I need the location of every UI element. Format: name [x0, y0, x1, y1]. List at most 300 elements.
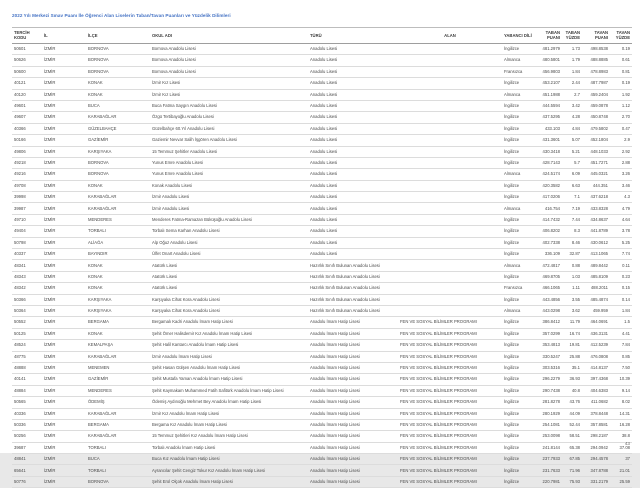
table-cell: 48775	[12, 351, 42, 362]
table-row	[12, 214, 632, 225]
table-row	[12, 260, 632, 271]
table-cell: 36.93	[562, 374, 582, 385]
table-cell	[398, 294, 502, 305]
table-cell: 44.09	[562, 408, 582, 419]
table-cell: İngilizce	[502, 271, 538, 282]
table-cell: Atatürk Lisesi	[150, 283, 308, 294]
table-cell: 50364	[12, 305, 42, 316]
table-cell: 58.51	[562, 431, 582, 442]
table-cell: 6.09	[562, 169, 582, 180]
table-cell: 413.1065	[582, 249, 610, 260]
table-cell: 48888	[12, 362, 42, 373]
table-cell: İngilizce	[502, 214, 538, 225]
table-cell: 7.50	[610, 362, 632, 373]
table-cell	[398, 305, 502, 316]
table-cell: Ayrancılar Şehit Cengiz Tokur Kız Anadolu İmam Hatip Lisesi	[150, 465, 308, 476]
table-cell: FEN VE SOSYAL BİLİMLER PROGRAMI	[398, 431, 502, 442]
table-cell: 437.6218	[582, 192, 610, 203]
table-cell	[398, 260, 502, 271]
table-cell: 481.2979	[538, 44, 562, 55]
table-cell: 48524	[12, 340, 42, 351]
table-cell	[398, 203, 502, 214]
table-cell: KARŞIYAKA	[86, 294, 150, 305]
table-cell: İngilizce	[502, 340, 538, 351]
schools-table	[12, 27, 632, 488]
table-cell: Atatürk Lisesi	[150, 271, 308, 282]
table-cell: İZMİR	[42, 385, 86, 396]
table-cell: KARŞIYAKA	[86, 146, 150, 157]
table-cell: BORNOVA	[86, 476, 150, 487]
table-cell: 459.2404	[582, 89, 610, 100]
table-cell: Anadolu İmam Hatip Lisesi	[308, 442, 398, 453]
table-cell: Almanca	[502, 169, 538, 180]
table-cell: 7.44	[562, 214, 582, 225]
table-cell: 32.87	[562, 249, 582, 260]
table-cell: 428.7143	[538, 157, 562, 168]
column-header-okul-adi-3: OKUL ADI	[150, 28, 308, 44]
table-cell: 50798	[12, 237, 42, 248]
table-cell: 49601	[12, 100, 42, 111]
table-cell: 466.1065	[538, 283, 562, 294]
table-cell: 0.15	[610, 283, 632, 294]
table-row	[12, 123, 632, 134]
table-cell: 294.0942	[582, 442, 610, 453]
page-number: 43	[624, 441, 630, 446]
table-cell: FEN VE SOSYAL BİLİMLER PROGRAMI	[398, 317, 502, 328]
table-cell: Hazırlık Sınıfı Bulunan Anadolu Lisesi	[308, 283, 398, 294]
table-cell: 0.23	[610, 271, 632, 282]
table-cell: İZMİR	[42, 169, 86, 180]
table-cell: 231.7633	[538, 465, 562, 476]
table-cell: 40121	[12, 78, 42, 89]
table-cell: Şehit Halil Kantarcı Anadolu İmam Hatip Lisesi	[150, 340, 308, 351]
table-header	[12, 28, 632, 44]
table-cell: Bornova Anadolu Lisesi	[150, 66, 308, 77]
table-row	[12, 351, 632, 362]
table-cell: 50626	[12, 55, 42, 66]
table-cell: 451.1988	[538, 89, 562, 100]
table-cell	[398, 44, 502, 55]
table-cell: İngilizce	[502, 237, 538, 248]
table-row	[12, 249, 632, 260]
table-row	[12, 442, 632, 453]
table-cell: FEN VE SOSYAL BİLİMLER PROGRAMI	[398, 454, 502, 465]
table-cell: 40337	[12, 249, 42, 260]
table-cell: İZMİR	[42, 442, 86, 453]
table-cell: Torbalı Anadolu İmam Hatip Lisesi	[150, 442, 308, 453]
table-cell	[398, 169, 502, 180]
table-cell: 4.28	[562, 112, 582, 123]
table-cell: 386.8412	[538, 317, 562, 328]
table-cell: İZMİR	[42, 305, 86, 316]
table-cell: KONAK	[86, 328, 150, 339]
table-cell: 2.70	[610, 112, 632, 123]
table-cell: FEN VE SOSYAL BİLİMLER PROGRAMI	[398, 419, 502, 430]
table-cell: 434.8637	[582, 214, 610, 225]
table-row	[12, 226, 632, 237]
table-cell: İZMİR	[42, 362, 86, 373]
table-cell: 40141	[12, 374, 42, 385]
table-cell: İngilizce	[502, 146, 538, 157]
table-cell	[398, 135, 502, 146]
table-cell: İngilizce	[502, 317, 538, 328]
table-cell: 48841	[12, 454, 42, 465]
table-cell: 8.46	[562, 237, 582, 248]
table-cell: 7.74	[610, 249, 632, 260]
table-cell: Anadolu İmam Hatip Lisesi	[308, 476, 398, 487]
table-cell: 0.81	[610, 66, 632, 77]
table-cell: Anadolu İmam Hatip Lisesi	[308, 408, 398, 419]
table-cell: 254.1081	[538, 419, 562, 430]
table-cell: 4.41	[610, 328, 632, 339]
table-cell: İZMİR	[42, 260, 86, 271]
table-cell: İZMİR	[42, 146, 86, 157]
table-cell: KONAK	[86, 283, 150, 294]
table-row	[12, 431, 632, 442]
table-cell: 4.64	[610, 214, 632, 225]
table-cell: 336.109	[538, 249, 562, 260]
table-cell: 15 Temmuz Şehitleri Kız Anadolu İmam Hatip Lisesi	[150, 431, 308, 442]
table-row	[12, 169, 632, 180]
table-cell: 40366	[12, 123, 42, 134]
table-cell: 5.21	[562, 146, 582, 157]
table-cell: 1.92	[610, 89, 632, 100]
table-cell: 1.03	[562, 271, 582, 282]
table-row	[12, 374, 632, 385]
table-cell: İngilizce	[502, 374, 538, 385]
table-cell: Bornova Anadolu Lisesi	[150, 55, 308, 66]
table-cell: İzmir Kız Lisesi	[150, 78, 308, 89]
table-cell: İngilizce	[502, 180, 538, 191]
table-cell: 412.5239	[582, 340, 610, 351]
table-cell: KARABAĞLAR	[86, 351, 150, 362]
table-cell: 456.9803	[538, 66, 562, 77]
table-cell: 431.3601	[538, 135, 562, 146]
table-cell: Buca Fatma Saygın Anadolu Lisesi	[150, 100, 308, 111]
table-cell: 498.8538	[582, 44, 610, 55]
table-cell: 7.84	[610, 340, 632, 351]
table-cell: 1.12	[610, 100, 632, 111]
table-cell: İngilizce	[502, 157, 538, 168]
table-cell: 357.0299	[538, 328, 562, 339]
table-cell	[398, 100, 502, 111]
table-row	[12, 328, 632, 339]
table-cell: İZMİR	[42, 112, 86, 123]
table-row	[12, 180, 632, 191]
table-cell: İngilizce	[502, 328, 538, 339]
table-cell: 19.81	[562, 340, 582, 351]
table-cell: 65641	[12, 465, 42, 476]
table-cell: Anadolu Lisesi	[308, 237, 398, 248]
table-cell: İZMİR	[42, 249, 86, 260]
table-cell: Almanca	[502, 203, 538, 214]
table-cell: Karşıyaka Cihat Kora Anadolu Lisesi	[150, 294, 308, 305]
table-cell: İZMİR	[42, 476, 86, 487]
table-cell: Almanca	[502, 305, 538, 316]
table-cell: BORNOVA	[86, 66, 150, 77]
table-cell	[398, 55, 502, 66]
table-cell: 21.01	[610, 465, 632, 476]
table-cell: 298.2187	[582, 431, 610, 442]
column-header-alan-5: ALAN	[398, 28, 502, 44]
table-row	[12, 78, 632, 89]
table-cell: 406.8202	[538, 226, 562, 237]
table-cell: İZMİR	[42, 78, 86, 89]
table-cell: İZMİR	[42, 192, 86, 203]
table-cell: 2.88	[610, 157, 632, 168]
table-row	[12, 100, 632, 111]
table-cell: 10.39	[610, 374, 632, 385]
table-cell: KONAK	[86, 260, 150, 271]
table-cell: Anadolu Lisesi	[308, 66, 398, 77]
table-cell: KONAK	[86, 180, 150, 191]
table-cell: İZMİR	[42, 374, 86, 385]
table-cell: 416.754	[538, 203, 562, 214]
table-cell: İZMİR	[42, 123, 86, 134]
table-cell: 253.0098	[538, 431, 562, 442]
table-cell: İngilizce	[502, 78, 538, 89]
column-header-taban-puani-7: TABAN PUANI	[538, 28, 562, 44]
table-cell: 71.96	[562, 465, 582, 476]
table-row	[12, 340, 632, 351]
table-cell: 441.8789	[582, 226, 610, 237]
table-cell: 39998	[12, 192, 42, 203]
table-row	[12, 44, 632, 55]
table-cell	[398, 66, 502, 77]
table-cell: FEN VE SOSYAL BİLİMLER PROGRAMI	[398, 351, 502, 362]
table-cell: Anadolu Lisesi	[308, 180, 398, 191]
table-cell	[398, 249, 502, 260]
table-cell: 40336	[12, 408, 42, 419]
table-cell: FEN VE SOSYAL BİLİMLER PROGRAMI	[398, 385, 502, 396]
table-cell: Torbalı Sema Karhan Anadolu Lisesi	[150, 226, 308, 237]
table-cell: Karşıyaka Cihat Kora Anadolu Lisesi	[150, 305, 308, 316]
table-cell: KONAK	[86, 271, 150, 282]
table-cell: 2.9	[610, 135, 632, 146]
table-cell: Şehit Ömer Halisdemir Kız Anadolu İmam Hatip Lisesi	[150, 328, 308, 339]
table-cell: 451.7271	[582, 157, 610, 168]
table-cell: 489.8442	[582, 260, 610, 271]
table-cell: Anadolu Lisesi	[308, 203, 398, 214]
table-cell: Almanca	[502, 260, 538, 271]
table-cell: 5.07	[562, 135, 582, 146]
table-cell: FEN VE SOSYAL BİLİMLER PROGRAMI	[398, 362, 502, 373]
table-cell: KARABAĞLAR	[86, 408, 150, 419]
table-cell: İZMİR	[42, 408, 86, 419]
table-cell: Almanca	[502, 55, 538, 66]
table-cell: FEN VE SOSYAL BİLİMLER PROGRAMI	[398, 442, 502, 453]
table-cell: İZMİR	[42, 237, 86, 248]
table-cell: Güzelbahçe 60.Yıl Anadolu Lisesi	[150, 123, 308, 134]
table-row	[12, 89, 632, 100]
column-header-terci-h-kodu-0: TERCİH KODU	[12, 28, 42, 44]
table-cell: FEN VE SOSYAL BİLİMLER PROGRAMI	[398, 340, 502, 351]
page-title: 2022 Yılı Merkezi Sınav Puanı İle Öğrenci Alan Liselerin Taban/Tavan Puanları ve Yüzdelik Dilimleri	[12, 13, 231, 18]
table-cell: Yunus Emre Anadolu Lisesi	[150, 157, 308, 168]
table-cell: 3.55	[562, 294, 582, 305]
table-row	[12, 305, 632, 316]
table-cell: Anadolu Lisesi	[308, 157, 398, 168]
table-cell	[398, 112, 502, 123]
table-row	[12, 397, 632, 408]
table-cell: 296.2279	[538, 374, 562, 385]
table-cell: 3.46	[610, 180, 632, 191]
table-cell: 50125	[12, 328, 42, 339]
table-cell: 48341	[12, 260, 42, 271]
table-cell: 50256	[12, 431, 42, 442]
table-row	[12, 157, 632, 168]
table-cell: KARABAĞLAR	[86, 112, 150, 123]
table-cell: Ülfet Onart Anadolu Lisesi	[150, 249, 308, 260]
table-cell: Atatürk Lisesi	[150, 260, 308, 271]
table-cell: Şehit Hasan Gülşen Anadolu İmam Hatip Lisesi	[150, 362, 308, 373]
table-cell	[398, 123, 502, 134]
table-cell: İngilizce	[502, 44, 538, 55]
table-cell: 469.8705	[538, 271, 562, 282]
table-cell: Bornova Anadolu Lisesi	[150, 44, 308, 55]
table-cell: 11.79	[562, 317, 582, 328]
table-cell: 4.84	[562, 123, 582, 134]
table-row	[12, 66, 632, 77]
table-cell: 353.4813	[538, 340, 562, 351]
table-cell: 220.7981	[538, 476, 562, 487]
table-cell	[398, 192, 502, 203]
table-cell: ÖDEMİŞ	[86, 397, 150, 408]
table-cell: Anadolu Lisesi	[308, 146, 398, 157]
table-cell: 1.84	[610, 305, 632, 316]
table-cell: 2.44	[562, 78, 582, 89]
table-cell: KARABAĞLAR	[86, 431, 150, 442]
table-cell: 402.7338	[538, 237, 562, 248]
table-cell: Buca Kız Anadolu İmam Hatip Lisesi	[150, 454, 308, 465]
table-row	[12, 465, 632, 476]
table-cell: 485.8109	[582, 271, 610, 282]
table-cell	[398, 214, 502, 225]
table-cell: 1.73	[562, 44, 582, 55]
table-cell: 411.0682	[582, 397, 610, 408]
table-cell: Almanca	[502, 89, 538, 100]
table-cell: Anadolu Lisesi	[308, 44, 398, 55]
table-row	[12, 146, 632, 157]
table-cell: 1.5	[610, 317, 632, 328]
table-cell: 6.63	[562, 180, 582, 191]
table-cell: MENDERES	[86, 214, 150, 225]
table-cell: 472.4817	[538, 260, 562, 271]
table-cell: Anadolu Lisesi	[308, 78, 398, 89]
table-cell: Alp Oğuz Anadolu Lisesi	[150, 237, 308, 248]
table-cell: 420.3582	[538, 180, 562, 191]
table-cell: İZMİR	[42, 180, 86, 191]
column-header-i-l-e-2: İLÇE	[86, 28, 150, 44]
table-cell: İngilizce	[502, 476, 538, 487]
table-cell: 8.02	[610, 397, 632, 408]
table-cell	[398, 271, 502, 282]
table-cell: İngilizce	[502, 362, 538, 373]
table-cell: Anadolu Lisesi	[308, 214, 398, 225]
table-cell: KARABAĞLAR	[86, 203, 150, 214]
table-cell: 436.3131	[582, 328, 610, 339]
table-row	[12, 237, 632, 248]
table-cell: Bergama Kız Anadolu İmam Hatip Lisesi	[150, 419, 308, 430]
table-cell: Özgü Tertibayoğlu Anadolu Lisesi	[150, 112, 308, 123]
table-cell: Anadolu Lisesi	[308, 135, 398, 146]
table-cell: İzmir Anadolu Lisesi	[150, 203, 308, 214]
table-cell: İngilizce	[502, 465, 538, 476]
table-body	[12, 44, 632, 488]
table-cell: 75.93	[562, 476, 582, 487]
table-cell: 488.8885	[582, 55, 610, 66]
table-cell: FEN VE SOSYAL BİLİMLER PROGRAMI	[398, 465, 502, 476]
table-cell: 3.78	[610, 226, 632, 237]
table-row	[12, 112, 632, 123]
table-cell: FEN VE SOSYAL BİLİMLER PROGRAMI	[398, 476, 502, 487]
table-cell: ALİAĞA	[86, 237, 150, 248]
table-cell: KONAK	[86, 78, 150, 89]
table-cell: 2.7	[562, 89, 582, 100]
table-cell: BUCA	[86, 100, 150, 111]
table-cell: İngilizce	[502, 454, 538, 465]
table-cell: Şehit Mustafa Yaman Anadolu İmam Hatip Lisesi	[150, 374, 308, 385]
table-cell: 50776	[12, 476, 42, 487]
table-cell: 14.31	[610, 408, 632, 419]
table-cell	[398, 237, 502, 248]
table-cell: Anadolu Lisesi	[308, 249, 398, 260]
table-cell: 281.8278	[538, 397, 562, 408]
table-cell: 488.2011	[582, 283, 610, 294]
table-cell: 378.8448	[582, 408, 610, 419]
table-cell: 397.4368	[582, 374, 610, 385]
table-cell: 444.351	[582, 180, 610, 191]
table-cell: Fransızca	[502, 283, 538, 294]
table-cell	[398, 89, 502, 100]
table-cell: BORNOVA	[86, 55, 150, 66]
table-cell: Anadolu İmam Hatip Lisesi	[308, 385, 398, 396]
table-cell: İZMİR	[42, 157, 86, 168]
table-cell: 43.76	[562, 397, 582, 408]
table-cell: İngilizce	[502, 112, 538, 123]
table-cell: 8.3	[562, 226, 582, 237]
table-cell: İZMİR	[42, 226, 86, 237]
table-cell: 35.1	[562, 362, 582, 373]
table-cell: İngilizce	[502, 294, 538, 305]
table-cell: 0.11	[610, 260, 632, 271]
table-cell: FEN VE SOSYAL BİLİMLER PROGRAMI	[398, 397, 502, 408]
table-cell: 3.26	[610, 169, 632, 180]
table-cell: KEMALPAŞA	[86, 340, 150, 351]
table-cell: İngilizce	[502, 397, 538, 408]
table-row	[12, 192, 632, 203]
table-cell: İZMİR	[42, 283, 86, 294]
table-cell: Şehit Kaymakam Muhammed Fatih Safitürk Anadolu İmam Hatip Lisesi	[150, 385, 308, 396]
table-cell: 0.47	[610, 123, 632, 134]
table-row	[12, 203, 632, 214]
table-cell: Konak Anadolu Lisesi	[150, 180, 308, 191]
table-cell: İZMİR	[42, 89, 86, 100]
table-cell: FEN VE SOSYAL BİLİMLER PROGRAMI	[398, 328, 502, 339]
table-cell: Anadolu İmam Hatip Lisesi	[308, 454, 398, 465]
table-cell: 303.5316	[538, 362, 562, 373]
column-header-i-l-1: İL	[42, 28, 86, 44]
table-cell: 49710	[12, 214, 42, 225]
table-cell: 39987	[12, 203, 42, 214]
table-cell: 50600	[12, 66, 42, 77]
table-cell: KARABAĞLAR	[86, 192, 150, 203]
table-cell: FEN VE SOSYAL BİLİMLER PROGRAMI	[398, 374, 502, 385]
column-header-taban-y-zde-8: TABAN YÜZDE	[562, 28, 582, 44]
table-cell: 50336	[12, 419, 42, 430]
table-cell: Fransızca	[502, 66, 538, 77]
table-cell: 67.85	[562, 454, 582, 465]
